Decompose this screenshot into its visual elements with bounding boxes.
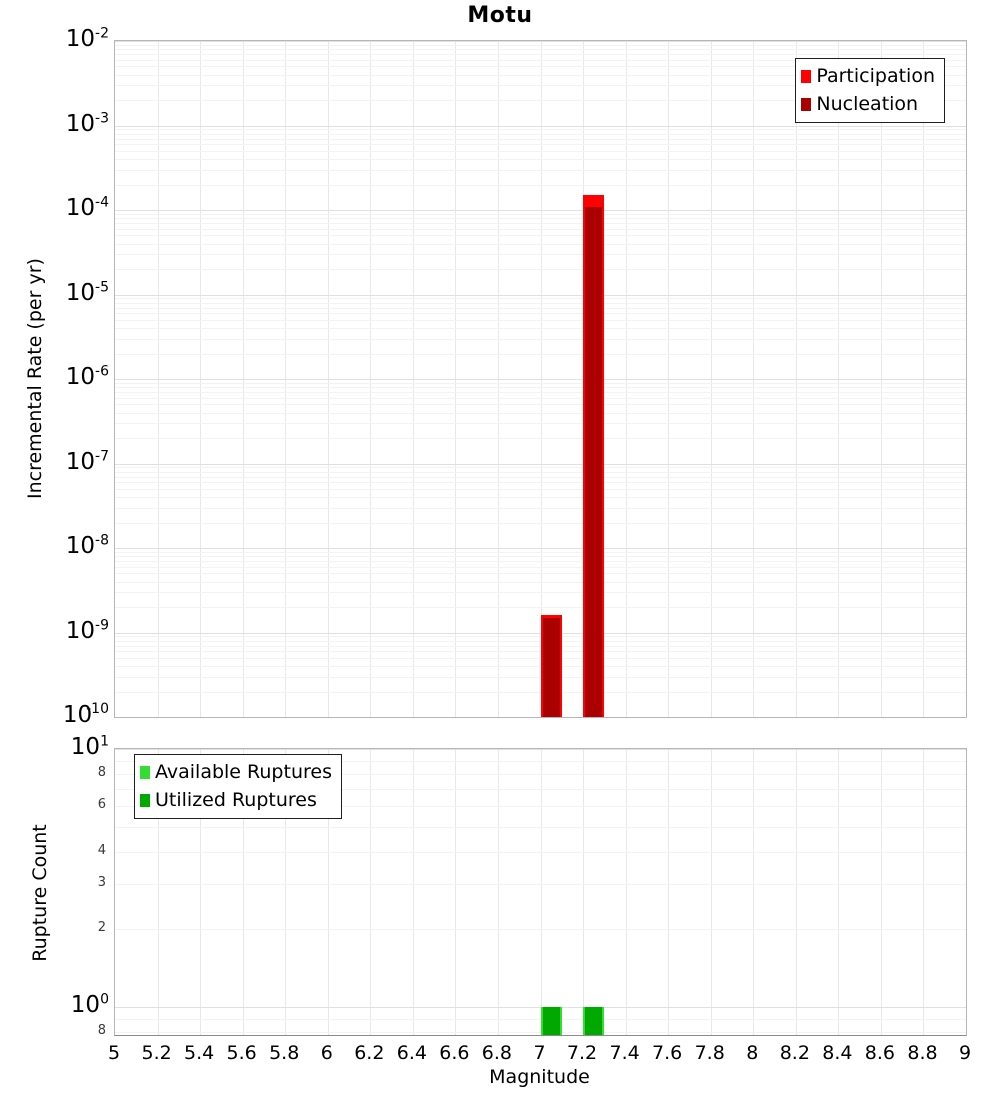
x-tick-label: 7.2: [566, 1042, 598, 1064]
gridline-horizontal: [115, 254, 966, 255]
y-tick-base: 10: [65, 448, 96, 475]
y-tick-exponent: 0: [100, 991, 109, 1008]
y-tick-label: [66, 531, 109, 561]
gridline-vertical: [541, 749, 542, 1035]
x-tick-label: 8.2: [779, 1042, 810, 1064]
gridline-horizontal: [115, 54, 966, 55]
x-tick-label: 7.8: [694, 1042, 725, 1064]
y-tick-minor-label: 4: [97, 842, 106, 858]
gridline-horizontal: [115, 126, 966, 127]
gridline-horizontal: [115, 404, 966, 405]
legend-label-nucleation: Nucleation: [816, 93, 919, 115]
gridline-horizontal: [115, 556, 966, 557]
y-tick-exponent: -10: [86, 701, 109, 718]
y-tick-base: 10: [65, 364, 96, 390]
y-tick-label: [66, 109, 109, 139]
x-tick-label: 6.6: [439, 1042, 470, 1064]
y-tick-exponent: -6: [95, 363, 109, 380]
y-tick-label: [66, 616, 109, 646]
gridline-horizontal: [115, 303, 966, 304]
y-tick-label: [66, 193, 109, 223]
x-tick-label: 7: [533, 1042, 546, 1064]
gridline-horizontal: [115, 328, 966, 329]
gridline-horizontal: [115, 139, 966, 140]
gridline-vertical: [455, 749, 456, 1035]
y-tick-minor-label: 6: [97, 797, 106, 813]
gridline-horizontal: [115, 354, 966, 355]
available-ruptures-swatch-icon: [140, 766, 150, 779]
gridline-horizontal: [115, 214, 966, 215]
gridline-horizontal: [115, 472, 966, 473]
gridline-horizontal: [115, 235, 966, 236]
gridline-horizontal: [115, 582, 966, 583]
nucleation-swatch-icon: [801, 98, 811, 111]
gridline-horizontal: [115, 929, 966, 930]
legend-label-participation: Participation: [816, 65, 935, 87]
y-tick-exponent: -7: [95, 447, 109, 464]
gridline-horizontal: [115, 567, 966, 568]
x-tick-label: 6.8: [481, 1042, 512, 1064]
gridline-horizontal: [115, 383, 966, 384]
legend-label-available-ruptures: Available Ruptures: [155, 761, 332, 783]
y-tick-base: 10: [65, 533, 96, 559]
gridline-horizontal: [115, 717, 966, 718]
gridline-vertical: [413, 749, 414, 1035]
gridline-horizontal: [115, 159, 966, 160]
y-tick-base: 10: [65, 110, 96, 137]
gridline-vertical: [923, 749, 924, 1035]
y-tick-exponent: -2: [95, 25, 109, 42]
y-tick-base: 10: [62, 702, 93, 728]
gridline-vertical: [796, 749, 797, 1035]
gridline-horizontal: [115, 210, 966, 211]
x-tick-label: 5.6: [226, 1042, 257, 1064]
gridline-horizontal: [115, 467, 966, 468]
gridline-horizontal: [115, 398, 966, 399]
gridline-horizontal: [115, 269, 966, 270]
x-tick-label: 5: [107, 1042, 121, 1064]
gridline-horizontal: [115, 49, 966, 50]
x-axis-label-magnitude: Magnitude: [489, 1066, 590, 1088]
y-tick-base: 10: [70, 734, 101, 760]
gridline-horizontal: [115, 298, 966, 299]
x-tick-label: 7.6: [651, 1042, 683, 1064]
participation-swatch-icon: [801, 70, 811, 83]
gridline-horizontal: [115, 548, 966, 549]
gridline-vertical: [753, 749, 754, 1035]
gridline-vertical: [881, 749, 882, 1035]
x-tick-label: 8.8: [907, 1042, 938, 1064]
rupture-count-plot-area: [114, 748, 967, 1036]
bar-nucleation: [585, 207, 602, 718]
gridline-horizontal: [115, 129, 966, 130]
x-tick-label: 8.6: [864, 1042, 895, 1064]
gridline-horizontal: [115, 134, 966, 135]
gridline-horizontal: [115, 438, 966, 439]
y-tick-base: 10: [70, 992, 101, 1019]
gridline-horizontal: [115, 552, 966, 553]
y-tick-exponent: -4: [95, 194, 109, 211]
y-tick-exponent: -3: [95, 109, 109, 126]
y-tick-minor-label: 3: [97, 875, 106, 890]
gridline-horizontal: [115, 244, 966, 245]
y-axis-label-rupture-count: Rupture Count: [29, 824, 51, 962]
gridline-horizontal: [115, 170, 966, 171]
y-tick-minor-label: 2: [97, 920, 106, 936]
y-tick-minor-label: 8: [97, 765, 106, 780]
legend-item-participation: [801, 62, 935, 90]
gridline-horizontal: [115, 508, 966, 509]
x-tick-label: 7.4: [609, 1042, 640, 1064]
chart-title: Motu: [467, 3, 533, 28]
rate-legend: [795, 58, 945, 123]
y-tick-label: [66, 24, 109, 54]
legend-item-utilized-ruptures: [140, 786, 332, 814]
gridline-horizontal: [115, 852, 966, 853]
gridline-horizontal: [115, 489, 966, 490]
y-tick-label: [66, 278, 109, 308]
y-tick-label: [71, 732, 109, 762]
y-tick-base: 10: [65, 617, 96, 644]
gridline-horizontal: [115, 313, 966, 314]
gridline-vertical: [668, 749, 669, 1035]
gridline-horizontal: [115, 413, 966, 414]
gridline-horizontal: [115, 464, 966, 465]
gridline-horizontal: [115, 223, 966, 224]
gridline-horizontal: [115, 749, 966, 750]
gridline-horizontal: [115, 884, 966, 885]
gridline-vertical: [583, 749, 584, 1035]
gridline-horizontal: [115, 320, 966, 321]
gridline-horizontal: [115, 482, 966, 483]
gridline-horizontal: [115, 392, 966, 393]
gridline-horizontal: [115, 379, 966, 380]
gridline-horizontal: [115, 423, 966, 424]
gridline-horizontal: [115, 561, 966, 562]
gridline-horizontal: [115, 523, 966, 524]
gridline-vertical: [498, 749, 499, 1035]
gridline-horizontal: [115, 185, 966, 186]
gridline-horizontal: [115, 573, 966, 574]
gridline-horizontal: [115, 308, 966, 309]
gridline-horizontal: [115, 45, 966, 46]
legend-label-utilized-ruptures: Utilized Ruptures: [155, 789, 317, 811]
gridline-horizontal: [115, 41, 966, 42]
y-tick-base: 10: [65, 279, 96, 306]
rate-plot-area: [114, 40, 967, 718]
x-tick-label: 9: [958, 1042, 972, 1064]
y-tick-exponent: -5: [95, 278, 109, 295]
x-tick-label: 8.4: [822, 1042, 853, 1064]
gridline-horizontal: [115, 477, 966, 478]
gridline-horizontal: [115, 607, 966, 608]
gridline-horizontal: [115, 295, 966, 296]
gridline-horizontal: [115, 151, 966, 152]
gridline-vertical: [711, 749, 712, 1035]
gridline-horizontal: [115, 144, 966, 145]
gridline-vertical: [838, 749, 839, 1035]
x-tick-label: 6.2: [354, 1042, 385, 1064]
y-tick-exponent: -8: [95, 532, 109, 549]
bar-utilized-ruptures: [543, 1007, 560, 1035]
y-tick-base: 10: [65, 26, 96, 52]
gridline-horizontal: [115, 387, 966, 388]
gridline-horizontal: [115, 827, 966, 828]
gridline-vertical: [370, 749, 371, 1035]
y-tick-label: [63, 700, 109, 730]
y-axis-label-rate: Incremental Rate (per yr): [24, 258, 46, 499]
utilized-ruptures-swatch-icon: [140, 794, 150, 807]
gridline-horizontal: [115, 592, 966, 593]
x-tick-label: 6.4: [396, 1042, 427, 1064]
legend-item-nucleation: [801, 90, 935, 118]
x-tick-label: 6: [320, 1042, 333, 1064]
gridline-horizontal: [115, 497, 966, 498]
y-tick-minor-label: 8: [97, 1023, 106, 1039]
rupture-legend: [134, 754, 342, 819]
y-tick-label: [71, 990, 109, 1020]
gridline-horizontal: [115, 229, 966, 230]
x-tick-label: 8: [746, 1042, 759, 1064]
gridline-horizontal: [115, 339, 966, 340]
gridline-vertical: [626, 749, 627, 1035]
y-tick-exponent: 1: [100, 733, 109, 750]
gridline-horizontal: [115, 218, 966, 219]
bar-nucleation: [543, 618, 560, 717]
x-tick-label: 5.4: [183, 1042, 215, 1064]
y-tick-label: [66, 362, 109, 392]
y-tick-exponent: -9: [95, 616, 109, 633]
x-tick-label: 5.8: [269, 1042, 300, 1064]
x-tick-label: 5.2: [141, 1042, 172, 1064]
bar-utilized-ruptures: [585, 1007, 602, 1035]
y-tick-label: [66, 447, 109, 477]
legend-item-available-ruptures: [140, 758, 332, 786]
y-tick-base: 10: [65, 195, 96, 221]
